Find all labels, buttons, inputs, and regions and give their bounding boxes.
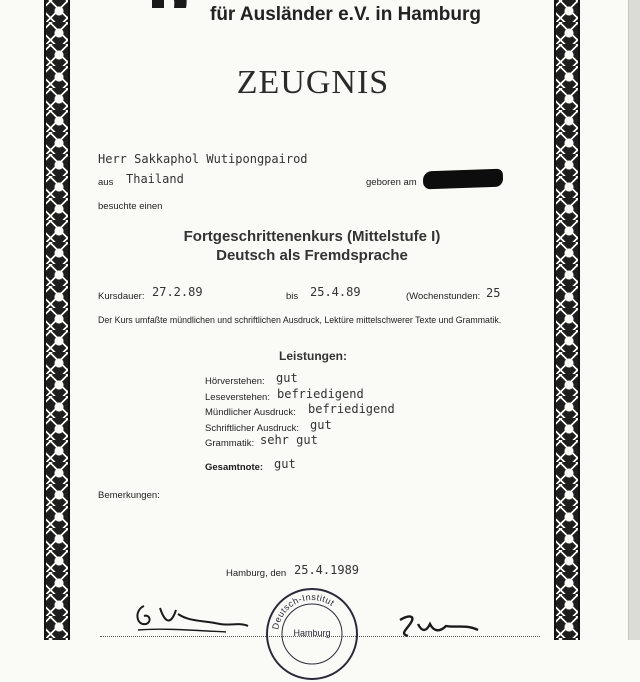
result-grade-listening: gut <box>276 371 298 385</box>
stamp-city: Hamburg <box>293 628 331 638</box>
result-label-reading: Leseverstehen: <box>205 392 270 403</box>
from-label: aus <box>98 177 114 188</box>
result-label-listening: Hörverstehen: <box>205 376 265 387</box>
student-country: Thailand <box>126 172 184 186</box>
place-label: Hamburg, den <box>226 568 287 579</box>
course-name-line1: Fortgeschrittenenkurs (Mittelstufe I) <box>183 228 441 245</box>
institute-stamp <box>264 586 360 682</box>
course-start: 27.2.89 <box>152 285 203 299</box>
course-name-line2: Deutsch als Fremdsprache <box>216 247 408 264</box>
remarks-label: Bemerkungen: <box>98 490 160 501</box>
weekly-hours-label: (Wochenstunden: <box>406 291 481 302</box>
result-grade-speaking: befriedigend <box>308 402 395 416</box>
duration-label: Kursdauer: <box>98 291 145 302</box>
issue-date: 25.4.1989 <box>294 563 360 577</box>
institute-logo-icon <box>148 0 192 22</box>
result-label-writing: Schriftlicher Ausdruck: <box>205 423 299 434</box>
attended-label: besuchte einen <box>98 201 163 212</box>
results-heading: Leistungen: <box>279 349 347 363</box>
course-end: 25.4.89 <box>310 285 361 299</box>
overall-label: Gesamtnote: <box>205 462 264 473</box>
document-title: ZEUGNIS <box>236 64 390 101</box>
signature-left <box>130 600 260 636</box>
result-grade-grammar: sehr gut <box>260 433 318 447</box>
org-name: für Ausländer e.V. in Hamburg <box>210 4 481 25</box>
result-label-speaking: Mündlicher Ausdruck: <box>205 407 296 418</box>
result-grade-writing: gut <box>310 418 332 432</box>
overall-grade: gut <box>274 457 296 471</box>
student-name: Herr Sakkaphol Wutipongpairod <box>98 152 308 166</box>
until-label: bis <box>286 291 299 302</box>
course-description: Der Kurs umfaßte mündlichen und schriftlichen Ausdruck, Lektüre mittelschwerer Texte und Grammatik. <box>98 315 502 325</box>
stamp-text-top: Deutsch-Institut <box>270 591 337 631</box>
svg-text:Deutsch-Institut <box>270 592 336 630</box>
born-label: geboren am <box>366 177 417 188</box>
weekly-hours: 25 <box>486 286 501 300</box>
result-grade-reading: befriedigend <box>277 387 364 401</box>
redacted-birthdate <box>423 169 504 190</box>
paper-edge <box>628 0 640 640</box>
result-label-grammar: Grammatik: <box>205 438 255 449</box>
